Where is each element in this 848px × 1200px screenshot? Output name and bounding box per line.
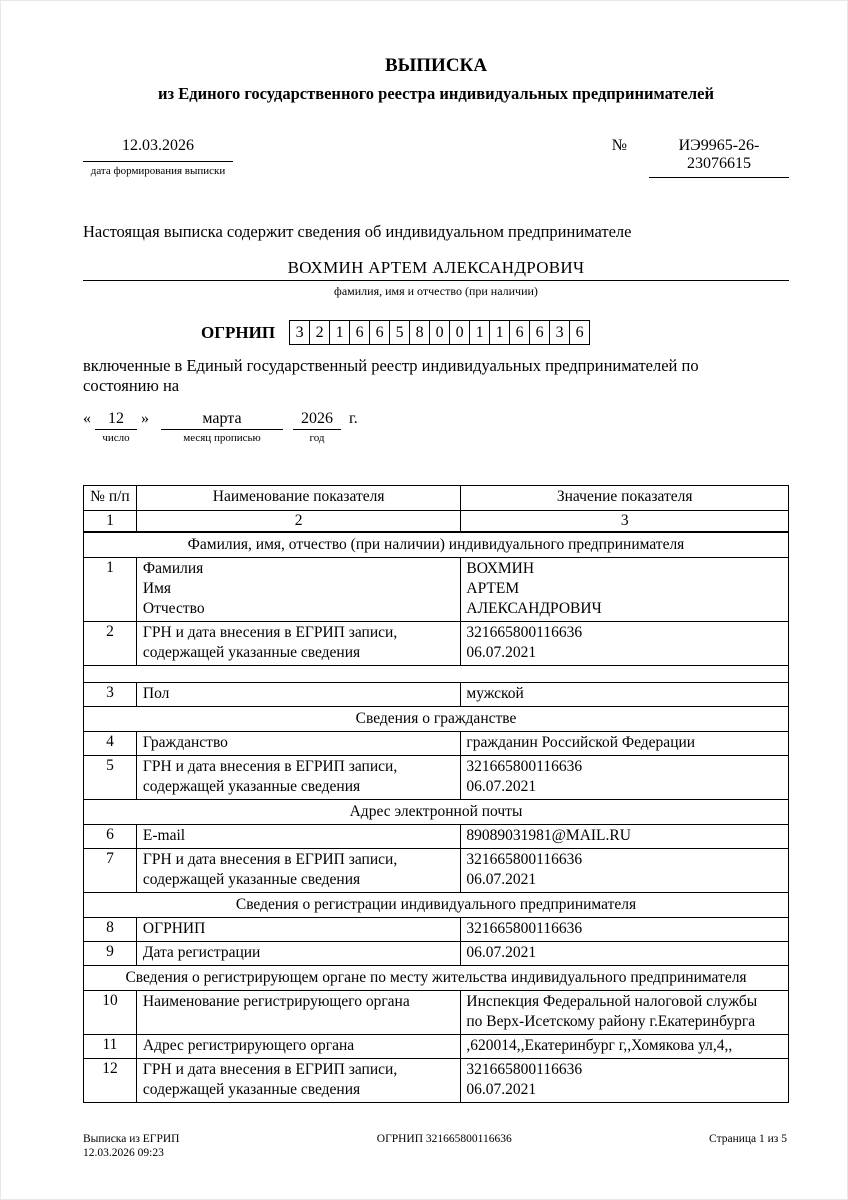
section-title: Адрес электронной почты	[84, 800, 789, 825]
open-quote: «	[83, 410, 91, 427]
intro-statement: Настоящая выписка содержит сведения об индивидуальном предпринимателе	[83, 222, 632, 241]
document-subtitle: из Единого государственного реестра индивидуальных предпринимателей	[158, 84, 714, 103]
included-text	[83, 356, 789, 396]
indicator-name-line: Фамилия	[142, 560, 204, 577]
indicator-value-line: 06.07.2021	[466, 778, 537, 795]
ogrnip-digit-box: 3	[549, 320, 570, 345]
formation-date: 12.03.2026	[83, 137, 233, 162]
indicator-name-line: Наименование регистрирующего органа	[142, 993, 410, 1010]
indicator-name-line: содержащей указанные сведения	[142, 871, 361, 888]
indicator-value	[461, 756, 789, 800]
entrepreneur-name: ВОХМИН АРТЕМ АЛЕКСАНДРОВИЧ	[83, 258, 789, 281]
column-header-indicator: Наименование показателя	[136, 486, 460, 511]
indicator-name-line: Отчество	[142, 600, 205, 617]
table-row	[84, 1059, 789, 1103]
table-row	[84, 622, 789, 666]
indicator-value-line: 321665800116636	[466, 851, 583, 868]
row-number: 2	[84, 622, 137, 666]
section-title: Сведения о регистрации индивидуального предпринимателя	[84, 893, 789, 918]
state-date-day-label: число	[102, 432, 130, 444]
meta-row	[83, 137, 789, 178]
year-suffix: г.	[349, 410, 358, 427]
table-row	[84, 825, 789, 849]
document-content	[83, 1, 789, 1103]
spacer-row	[84, 666, 789, 683]
table-row	[84, 991, 789, 1035]
column-number-3: 3	[461, 511, 789, 533]
row-number: 4	[84, 732, 137, 756]
section-header-row	[84, 966, 789, 991]
state-date-day-segment	[95, 409, 137, 444]
indicator-value	[461, 942, 789, 966]
state-date-day: 12	[95, 409, 137, 430]
indicator-name-line: Адрес регистрирующего органа	[142, 1037, 355, 1054]
state-date-year: 2026	[293, 409, 341, 430]
indicator-name-line: Пол	[142, 685, 170, 702]
footer-page-number: Страница 1 из 5	[709, 1133, 787, 1145]
section-header-row	[84, 893, 789, 918]
indicator-value-line: 321665800116636	[466, 920, 583, 937]
ogrnip-digit-box: 6	[509, 320, 530, 345]
ogrnip-digit-box: 1	[329, 320, 350, 345]
register-table-head	[84, 486, 789, 533]
indicator-name	[136, 849, 460, 893]
indicator-value-line: Инспекция Федеральной налоговой службы	[466, 993, 758, 1010]
section-title: Фамилия, имя, отчество (при наличии) индивидуального предпринимателя	[84, 532, 789, 558]
section-title: Сведения о гражданстве	[84, 707, 789, 732]
ogrnip-digit-box: 5	[389, 320, 410, 345]
indicator-value-line: по Верх-Исетскому району г.Екатеринбурга	[466, 1013, 756, 1030]
state-date-row	[83, 409, 789, 444]
ogrnip-digit-box: 6	[349, 320, 370, 345]
row-number: 11	[84, 1035, 137, 1059]
included-text-line1: включенные в Единый государственный реестр индивидуальных предпринимателей по	[83, 356, 699, 375]
row-number: 6	[84, 825, 137, 849]
indicator-name	[136, 918, 460, 942]
document-number-block	[612, 137, 789, 178]
state-date-year-segment	[293, 409, 341, 444]
indicator-name	[136, 1059, 460, 1103]
ogrnip-digit-box: 6	[569, 320, 590, 345]
table-row	[84, 1035, 789, 1059]
indicator-value-line: 06.07.2021	[466, 644, 537, 661]
indicator-value-line: 321665800116636	[466, 758, 583, 775]
indicator-name	[136, 622, 460, 666]
indicator-name	[136, 942, 460, 966]
indicator-name-line: Имя	[142, 580, 172, 597]
indicator-name-line: содержащей указанные сведения	[142, 644, 361, 661]
indicator-value-line: ,620014,,Екатеринбург г,,Хомякова ул,4,,	[466, 1037, 733, 1054]
column-number-1: 1	[84, 511, 137, 533]
indicator-name-line: содержащей указанные сведения	[142, 1081, 361, 1098]
state-date-year-label: год	[309, 432, 325, 444]
formation-date-label: дата формирования выписки	[90, 165, 226, 177]
table-row	[84, 849, 789, 893]
indicator-value	[461, 1059, 789, 1103]
row-number: 9	[84, 942, 137, 966]
indicator-name	[136, 991, 460, 1035]
state-date-month-segment	[161, 409, 283, 444]
document-title: ВЫПИСКА	[384, 55, 488, 76]
document-number	[649, 137, 789, 178]
section-header-row	[84, 532, 789, 558]
section-header-row	[84, 800, 789, 825]
indicator-value	[461, 732, 789, 756]
indicator-value	[461, 849, 789, 893]
indicator-name	[136, 683, 460, 707]
table-row	[84, 732, 789, 756]
included-text-line2: состоянию на	[83, 376, 180, 395]
indicator-value	[461, 558, 789, 622]
indicator-name-line: Дата регистрации	[142, 944, 261, 961]
state-date-month: марта	[161, 409, 283, 430]
column-header-value: Значение показателя	[461, 486, 789, 511]
table-row	[84, 918, 789, 942]
ogrnip-digit-box: 6	[369, 320, 390, 345]
indicator-name	[136, 756, 460, 800]
indicator-value	[461, 991, 789, 1035]
indicator-value-line: мужской	[466, 685, 524, 702]
column-numbers-row	[84, 511, 789, 533]
ogrnip-digit-box: 8	[409, 320, 430, 345]
ogrnip-digit-box: 3	[289, 320, 310, 345]
table-row	[84, 756, 789, 800]
header-row	[84, 486, 789, 511]
indicator-name-line: ОГРНИП	[142, 920, 206, 937]
indicator-name	[136, 825, 460, 849]
indicator-name-line: ГРН и дата внесения в ЕГРИП записи,	[142, 758, 398, 775]
row-number: 3	[84, 683, 137, 707]
footer-left	[83, 1132, 179, 1160]
indicator-value-line: 06.07.2021	[466, 944, 537, 961]
ogrnip-digit-box: 0	[449, 320, 470, 345]
ogrnip-label: ОГРНИП	[201, 322, 276, 342]
indicator-value-line: 321665800116636	[466, 1061, 583, 1078]
column-header-num: № п/п	[84, 486, 137, 511]
number-sign: №	[611, 137, 627, 154]
indicator-name-line: E-mail	[142, 827, 186, 844]
state-date-month-label: месяц прописью	[183, 432, 261, 444]
table-row	[84, 558, 789, 622]
register-table	[83, 485, 789, 1103]
register-table-body	[84, 532, 789, 1103]
indicator-value	[461, 1035, 789, 1059]
ogrnip-boxes	[289, 320, 590, 345]
row-number: 10	[84, 991, 137, 1035]
entrepreneur-name-block	[83, 258, 789, 299]
indicator-name-line: ГРН и дата внесения в ЕГРИП записи,	[142, 1061, 398, 1078]
section-header-row	[84, 707, 789, 732]
indicator-name-line: Гражданство	[142, 734, 228, 751]
indicator-value	[461, 683, 789, 707]
ogrnip-digit-box: 0	[429, 320, 450, 345]
ogrnip-digit-box: 6	[529, 320, 550, 345]
document-number-line2: 23076615	[687, 155, 751, 172]
indicator-value-line: АРТЕМ	[466, 580, 520, 597]
indicator-name	[136, 1035, 460, 1059]
indicator-value-line: 89089031981@MAIL.RU	[466, 827, 631, 844]
indicator-value-line: ВОХМИН	[466, 560, 535, 577]
row-number: 1	[84, 558, 137, 622]
page-footer	[83, 1132, 787, 1160]
ogrnip-digit-box: 1	[489, 320, 510, 345]
formation-date-block	[83, 137, 233, 177]
column-number-2: 2	[136, 511, 460, 533]
entrepreneur-name-caption: фамилия, имя и отчество (при наличии)	[334, 284, 538, 298]
row-number: 8	[84, 918, 137, 942]
ogrnip-row	[201, 320, 789, 345]
row-number: 5	[84, 756, 137, 800]
indicator-name	[136, 732, 460, 756]
close-quote: »	[141, 410, 149, 427]
row-number: 12	[84, 1059, 137, 1103]
indicator-value	[461, 622, 789, 666]
ogrnip-digit-box: 2	[309, 320, 330, 345]
indicator-value	[461, 825, 789, 849]
indicator-value-line: гражданин Российской Федерации	[466, 734, 696, 751]
ogrnip-digit-box: 1	[469, 320, 490, 345]
indicator-name-line: содержащей указанные сведения	[142, 778, 361, 795]
indicator-name	[136, 558, 460, 622]
indicator-value-line: 06.07.2021	[466, 1081, 537, 1098]
table-row	[84, 683, 789, 707]
footer-timestamp: 12.03.2026 09:23	[83, 1147, 164, 1159]
indicator-value	[461, 918, 789, 942]
indicator-value-line: 06.07.2021	[466, 871, 537, 888]
section-title: Сведения о регистрирующем органе по месту жительства индивидуального предпринимателя	[84, 966, 789, 991]
indicator-value-line: АЛЕКСАНДРОВИЧ	[466, 600, 602, 617]
row-number: 7	[84, 849, 137, 893]
footer-doc-type: Выписка из ЕГРИП	[83, 1133, 180, 1145]
document-number-line1: ИЭ9965-26-	[678, 137, 760, 154]
table-row	[84, 942, 789, 966]
indicator-name-line: ГРН и дата внесения в ЕГРИП записи,	[142, 851, 398, 868]
indicator-value-line: 321665800116636	[466, 624, 583, 641]
footer-ogrnip: ОГРНИП 321665800116636	[376, 1133, 512, 1145]
spacer-cell	[84, 666, 789, 683]
indicator-name-line: ГРН и дата внесения в ЕГРИП записи,	[142, 624, 398, 641]
